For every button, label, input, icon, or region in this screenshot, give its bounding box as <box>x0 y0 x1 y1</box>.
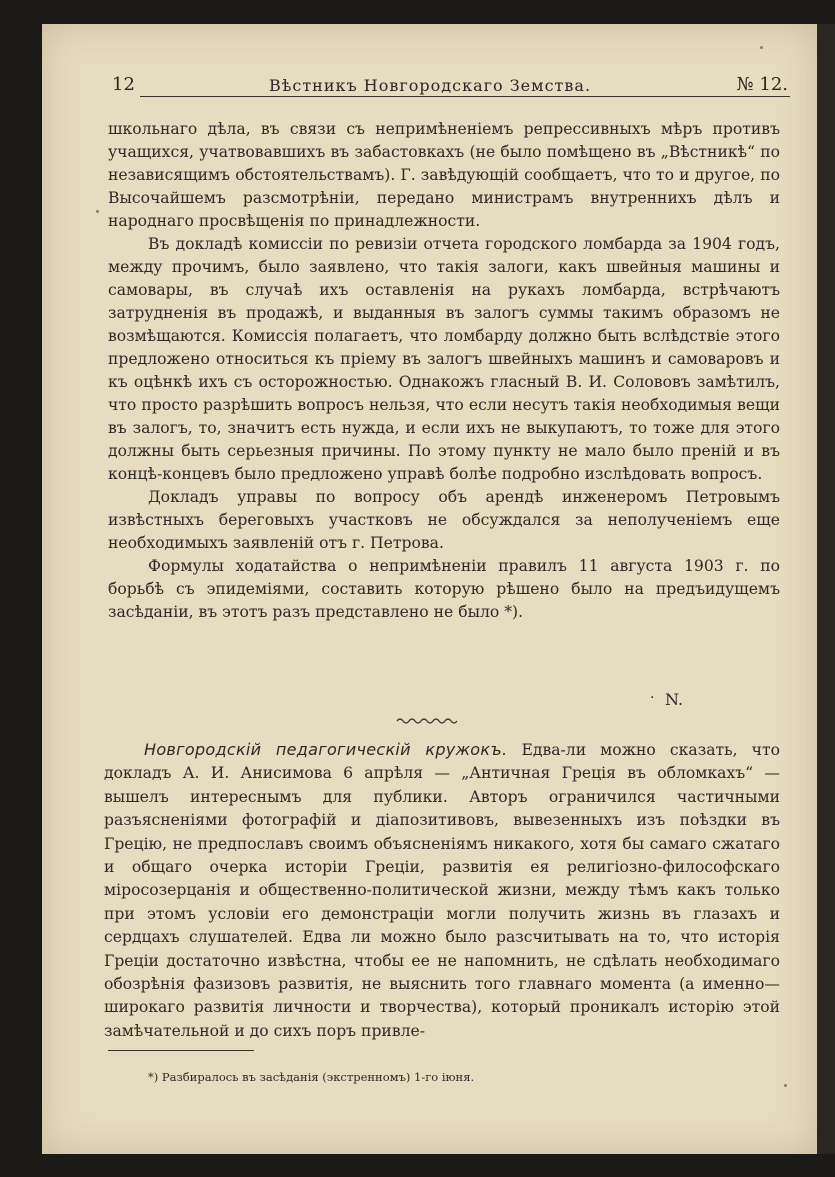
article-body <box>108 118 780 624</box>
paper-speck <box>784 1084 787 1087</box>
paper-speck <box>96 210 99 213</box>
header-rule <box>140 96 790 97</box>
running-header <box>70 52 790 100</box>
page-edge-shadow <box>817 24 835 1154</box>
paper-speck <box>760 46 763 49</box>
issue-number: № 12. <box>736 74 788 95</box>
paragraph: Формулы ходатайства о непримѣненіи правилъ 11 августа 1903 г. по борьбѣ съ эпидеміями, составить которую рѣшено было на предъидущемъ засѣданіи, въ этотъ разъ представлено не было *). <box>108 557 780 621</box>
paragraph: Докладъ управы по вопросу объ арендѣ инженеромъ Петровымъ извѣстныхъ береговыхъ участковъ не обсуждался за неполученіемъ еще необходимыхъ заявленій отъ г. Петрова. <box>108 488 780 552</box>
second-article <box>104 738 780 1043</box>
page-number: 12 <box>112 74 135 95</box>
author-signature: N. <box>665 690 684 709</box>
section-text: Едва-ли можно сказать, что докладъ А. И. Анисимова 6 апрѣля — „Античная Греція въ обломкахъ“ — вышелъ интереснымъ для публики. Авторъ ограничился частичными разъясненіями фотографій и діапозитивовъ, вывезенныхъ изъ поѣздки въ Грецію, не предпославъ своимъ объясненіямъ никакого, хотя бы самаго сжатаго и общаго очерка исторіи Греціи, развитія ея религіозно-философскаго міросозерцанія и общественно-политической жизни, между тѣмъ какъ только при этомъ условіи его демонстраціи могли получить жизнь въ глазахъ и сердцахъ слушателей. Едва ли можно было разсчитывать на то, что исторія Греціи достаточно извѣстна, чтобы ее не напомнить, не сдѣлать необходимаго обозрѣнія фазизовъ развитія, не выяснить того главнаго момента (а именно—широкаго развитія личности и творчества), который проникалъ исторію этой замѣчательной и до сихъ поръ привле- <box>104 741 780 1040</box>
footnote-rule <box>108 1050 254 1051</box>
footnote: *) Разбиралось въ засѣданія (экстренномъ) 1-го іюня. <box>148 1070 475 1084</box>
section-heading: Новгородскій педагогическій кружокъ. <box>144 740 508 759</box>
second-article-paragraph <box>104 738 780 1043</box>
journal-title: Вѣстникъ Новгородскаго Земства. <box>268 76 592 95</box>
signature-mark: · <box>650 690 655 706</box>
section-divider-ornament <box>396 716 458 726</box>
paragraph: Въ докладѣ комиссіи по ревизіи отчета городского ломбарда за 1904 годъ, между прочимъ, было заявлено, что такія залоги, какъ швейныя машины и самовары, въ случаѣ ихъ оставленія на рукахъ ломбарда, встрѣчаютъ затрудненія въ продажѣ, и выданныя въ залогъ суммы такимъ образомъ не возмѣщаются. Комиссія полагаетъ, что ломбарду должно быть вслѣдствіе этого предложено относиться къ пріему въ залогъ швейныхъ машинъ и самоваровъ и къ оцѣнкѣ ихъ съ осторожностью. Однакожъ гласный В. И. Солововъ замѣтилъ, что просто разрѣшить вопросъ нельзя, что если несутъ такія необходимыя вещи въ залогъ, то, значитъ есть нужда, и если ихъ не выкупаютъ, то тоже для этого должны быть серьезныя причины. По этому пункту не мало было преній и въ концѣ-концевъ было предложено управѣ болѣе подробно изслѣдовать вопросъ. <box>108 235 780 483</box>
paragraph: школьнаго дѣла, въ связи съ непримѣненіемъ репрессивныхъ мѣръ противъ учащихся, учатвовавшихъ въ забастовкахъ (не было помѣщено въ „Вѣстникѣ“ по независящимъ обстоятельствамъ). Г. завѣдующій сообщаетъ, что то и другое, по Высочайшемъ разсмотрѣніи, передано министрамъ внутреннихъ дѣлъ и народнаго просвѣщенія по принадлежности. <box>108 120 780 230</box>
